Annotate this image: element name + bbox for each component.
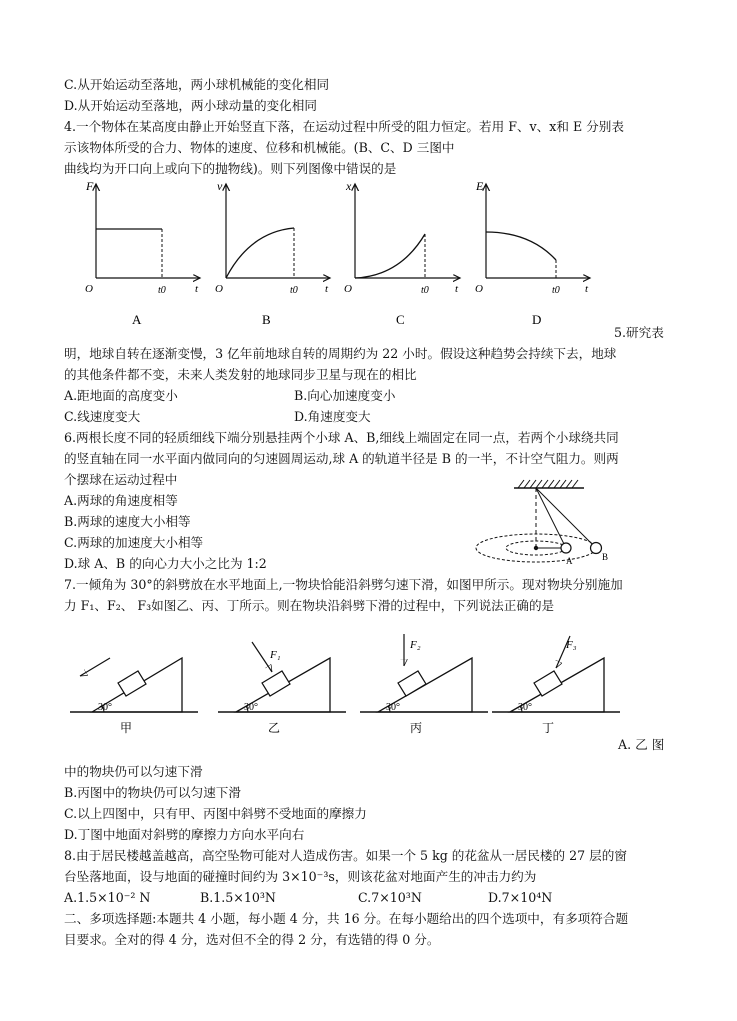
q5-option-c: C.线速度变大 [64, 409, 141, 424]
q4-stem-line2: 示该物体所受的合力、物体的速度、位移和机械能。(B、C、D 三图中 [64, 140, 455, 155]
wedge-yi-force: F₁ [270, 649, 281, 661]
q4-graphs [0, 176, 737, 336]
graph-a-option: A [132, 312, 142, 327]
q7-wedges [0, 628, 737, 748]
q6-option-c: C.两球的加速度大小相等 [64, 535, 204, 550]
graph-a-t0: t0 [158, 285, 166, 296]
wedge-ding [492, 636, 620, 735]
graph-c-ylabel: x [346, 179, 352, 193]
wedge-ding-angle: 30° [518, 702, 532, 713]
q7-option-c: C.以上四图中，只有甲、丙图中斜劈不受地面的摩擦力 [64, 806, 367, 821]
pendulum-figure [462, 478, 642, 574]
q5-stem-line1: 明，地球自转在逐渐变慢，3 亿年前地球自转的周期约为 22 小时。假设这种趋势会持续下去，地球 [64, 346, 617, 361]
graph-c [344, 179, 460, 327]
q7-stem-line2: 力 F₁、F₂、 F₃如图乙、丙、丁所示。则在物块沿斜劈下滑的过程中，下列说法正确的是 [64, 598, 555, 613]
q4-stem-line3: 曲线均为开口向上或向下的抛物线)。则下列图像中错误的是 [64, 161, 397, 176]
q8-option-d: D.7×10⁴N [488, 890, 553, 905]
ball-b-label: B [602, 552, 609, 562]
graph-b-t0: t0 [290, 285, 298, 296]
q5-option-a: A.距地面的高度变小 [64, 388, 178, 403]
q6-stem-line3: 个摆球在运动过程中 [64, 472, 178, 487]
graph-c-curve [355, 234, 425, 278]
q8-option-c: C.7×10³N [358, 890, 422, 905]
ball-a-label: A [566, 556, 573, 566]
graph-b-ylabel: v [217, 179, 223, 193]
graph-d-t: t [585, 283, 589, 295]
graph-d-origin: O [475, 283, 483, 295]
wedge-jia-angle: 30° [98, 702, 112, 713]
graph-b-t: t [325, 283, 329, 295]
q5-option-b: B.向心加速度变小 [294, 388, 396, 403]
wedge-yi-angle: 30° [244, 702, 258, 713]
graph-b-origin: O [215, 283, 223, 295]
wedge-bing-force: F₂ [410, 639, 421, 651]
graph-a-ylabel: F [86, 179, 94, 193]
ball-b [591, 543, 602, 554]
graph-d-option: D [532, 312, 542, 327]
wedge-bing [360, 634, 488, 735]
q8-stem-line1: 8.由于居民楼越盖越高，高空坠物可能对人造成伤害。如果一个 5 kg 的花盆从一居民楼的 27 层的窗 [64, 848, 627, 863]
graph-a-origin: O [85, 283, 93, 295]
q7-option-a: 中的物块仍可以匀速下滑 [64, 764, 203, 779]
wedge-ding-force: F₃ [566, 639, 577, 651]
graph-b [215, 179, 330, 327]
q7-stem-line1: 7.一倾角为 30°的斜劈放在水平地面上,一物块恰能沿斜劈匀速下滑，如图甲所示。现对物块分别施加 [64, 577, 623, 592]
graph-b-option: B [262, 312, 271, 327]
q6-option-d: D.球 A、B 的向心力大小之比为 1:2 [64, 556, 267, 571]
ball-a [561, 543, 571, 553]
q6-option-a: A.两球的角速度相等 [64, 493, 178, 508]
graph-c-option: C [396, 312, 405, 327]
wedge-ding-caption: 丁 [542, 721, 555, 735]
wedge-jia-caption: 甲 [120, 721, 133, 735]
graph-a-t: t [195, 283, 199, 295]
wedge-yi-caption: 乙 [268, 721, 281, 735]
wedge-bing-caption: 丙 [410, 721, 423, 735]
graph-d-curve [486, 232, 556, 260]
q6-option-b: B.两球的速度大小相等 [64, 514, 191, 529]
q3-option-c: C.从开始运动至落地，两小球机械能的变化相同 [64, 77, 330, 92]
graph-d-ylabel: E [476, 179, 484, 193]
q7-option-b: B.丙图中的物块仍可以匀速下滑 [64, 785, 241, 800]
graph-d [475, 179, 590, 327]
wedge-jia [70, 658, 198, 735]
graph-c-t: t [455, 283, 459, 295]
graph-c-origin: O [344, 283, 352, 295]
q5-option-d: D.角速度变大 [294, 409, 371, 424]
graph-d-t0: t0 [552, 285, 560, 296]
q6-stem-line1: 6.两根长度不同的轻质细线下端分别悬挂两个小球 A、B,细线上端固定在同一点，若两个小球绕共同 [64, 430, 619, 445]
graph-b-curve [226, 228, 294, 278]
q8-stem-line2: 台坠落地面，设与地面的碰撞时间约为 3×10⁻³s，则该花盆对地面产生的冲击力约为 [64, 869, 537, 884]
q8-option-b: B.1.5×10³N [200, 890, 276, 905]
wedge-bing-angle: 30° [386, 702, 400, 713]
graph-c-t0: t0 [421, 285, 429, 296]
q3-option-d: D.从开始运动至落地，两小球动量的变化相同 [64, 98, 317, 113]
q7-option-d: D.丁图中地面对斜劈的摩擦力方向水平向右 [64, 827, 305, 842]
q5-stem-tail: 5.研究表 [614, 325, 664, 340]
q5-stem-line2: 的其他条件都不变，未来人类发射的地球同步卫星与现在的相比 [64, 367, 417, 382]
q7-option-a-tail: A. 乙 图 [618, 737, 665, 752]
q8-option-a: A.1.5×10⁻² N [64, 890, 151, 905]
graph-a [85, 179, 200, 327]
q6-stem-line2: 的竖直轴在同一水平面内做同向的匀速圆周运动,球 A 的轨道半径是 B 的一半，不计空气阻力。则两 [64, 451, 619, 466]
section2-heading-line2: 目要求。全对的得 4 分，选对但不全的得 2 分，有选错的得 0 分。 [64, 932, 440, 947]
section2-heading-line1: 二、多项选择题:本题共 4 小题，每小题 4 分，共 16 分。在每小题给出的四个选项中，有多项符合题 [64, 911, 629, 926]
q4-stem-line1: 4.一个物体在某高度由静止开始竖直下落，在运动过程中所受的阻力恒定。若用 F、v、x和 E 分别表 [64, 119, 624, 134]
wedge-yi [218, 642, 346, 735]
